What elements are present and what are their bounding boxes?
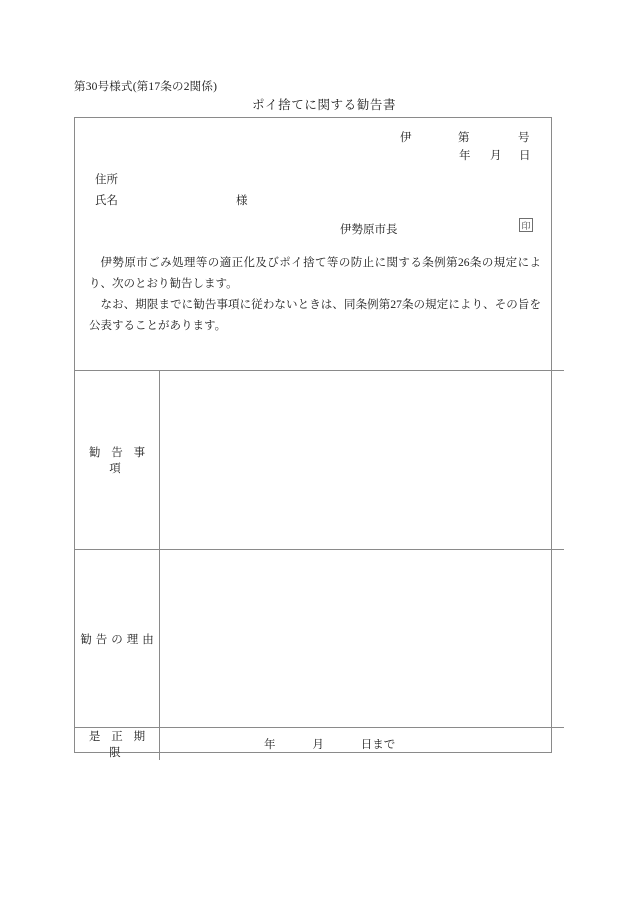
addressee-address-label: 住所 [95, 174, 118, 186]
label-correction-deadline-text: 是 正 期 限 [88, 731, 150, 759]
seal-stamp-box: 印 [519, 218, 533, 232]
form-table [75, 370, 564, 760]
label-correction-deadline [75, 728, 160, 761]
body-paragraph-2: なお、期限までに勧告事項に従わないときは、同条例第27条の規定により、その旨を公表することがあります。 [89, 299, 541, 332]
issuer-title: 伊勢原市長 [340, 224, 398, 236]
deadline-date-fields [172, 739, 395, 751]
doc-number-suffix: 号 [518, 132, 530, 144]
table-row-correction-deadline [75, 728, 564, 761]
date-month-label: 月 [490, 150, 502, 162]
field-recommendation-reason[interactable] [160, 550, 565, 728]
field-recommendation-matters[interactable] [160, 371, 565, 550]
addressee-honorific: 様 [236, 195, 248, 207]
body-text [89, 253, 541, 337]
field-correction-deadline[interactable] [160, 728, 565, 761]
addressee-name-label: 氏名 [95, 195, 118, 207]
date-year-label: 年 [459, 150, 471, 162]
label-recommendation-matters-text: 勧 告 事 項 [88, 447, 150, 475]
deadline-day-label: 日まで [360, 739, 396, 751]
body-paragraph-1: 伊勢原市ごみ処理等の適正化及びポイ捨て等の防止に関する条例第26条の規定により、次のとおり勧告します。 [89, 257, 541, 290]
label-recommendation-reason-text: 勧告の理由 [80, 633, 158, 646]
deadline-month-label: 月 [312, 739, 324, 751]
table-row-recommendation-reason [75, 550, 564, 728]
form-outer-box [74, 117, 552, 759]
label-recommendation-reason [75, 550, 160, 728]
form-code: 第30号様式(第17条の2関係) [74, 81, 218, 93]
deadline-year-label: 年 [264, 739, 276, 751]
date-day-label: 日 [519, 150, 531, 162]
document-title: ポイ捨てに関する勧告書 [251, 98, 397, 112]
table-row-recommendation-matters [75, 371, 564, 550]
doc-number-label: 第 [458, 132, 470, 144]
label-recommendation-matters [75, 371, 160, 550]
form-header-area [75, 118, 551, 370]
doc-number-prefix: 伊 [400, 132, 412, 144]
